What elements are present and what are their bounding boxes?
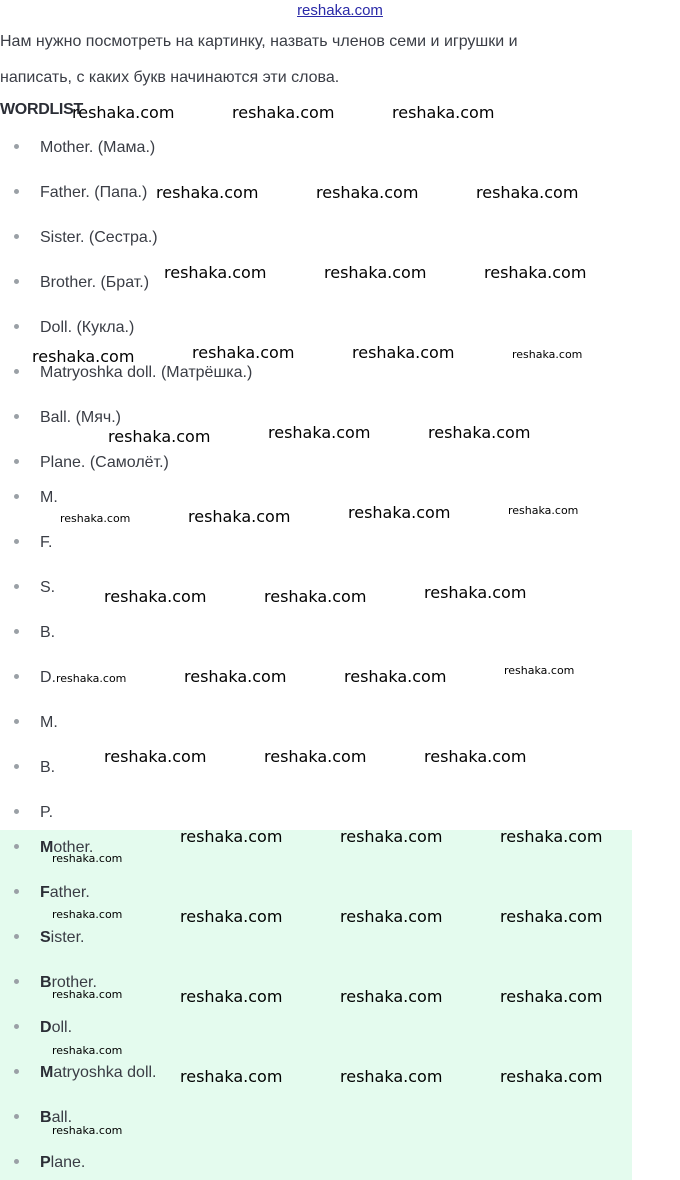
bullet-icon [14,369,19,374]
answer-initial: M [40,1064,54,1081]
bullet-icon [14,144,19,149]
watermark: reshaka.com [500,987,603,1006]
answer-initial: D [40,1019,52,1036]
list-item [14,621,55,645]
watermark: reshaka.com [316,183,419,202]
watermark: reshaka.com [476,183,579,202]
watermark: reshaka.com [52,1044,123,1057]
watermark: reshaka.com [508,504,579,517]
bullet-icon [14,279,19,284]
bullet-icon [14,584,19,589]
list-item-text: Plane. (Самолёт.) [40,454,169,471]
list-item-text: M. [40,714,58,731]
list-item [14,711,58,735]
task-description [0,24,620,96]
answer-initial: F [40,884,50,901]
list-item-text: B. [40,759,56,776]
watermark: reshaka.com [340,1067,443,1086]
bullet-icon [14,979,19,984]
list-item [14,486,58,510]
watermark: reshaka.com [500,1067,603,1086]
bullet-icon [14,844,19,849]
bullet-icon [14,1069,19,1074]
answer-rest: ather. [49,884,90,901]
watermark: reshaka.com [424,747,527,766]
bullet-icon [14,1159,19,1164]
watermark: reshaka.com [192,343,295,362]
watermark: reshaka.com [156,183,259,202]
watermark: reshaka.com [188,507,291,526]
bullet-icon [14,719,19,724]
watermark: reshaka.com [352,343,455,362]
list-item-text: D. [40,669,56,686]
list-item [14,181,147,205]
answer-initial: B [40,1109,52,1126]
list-item [14,226,158,250]
watermark: reshaka.com [340,987,443,1006]
watermark: reshaka.com [340,827,443,846]
watermark: reshaka.com [264,747,367,766]
watermark: reshaka.com [512,348,583,361]
watermark: reshaka.com [268,423,371,442]
list-item-text: F. [40,534,53,551]
watermark: reshaka.com [52,988,123,1001]
list-item-text: Father. (Папа.) [40,184,148,201]
watermark: reshaka.com [180,1067,283,1086]
list-item-text: M. [40,489,58,506]
list-item-text: Mother. (Мама.) [40,139,156,156]
answer-initial: P [40,1154,51,1171]
watermark: reshaka.com [500,827,603,846]
watermark: reshaka.com [52,908,123,921]
list-item-text: Ball. (Мяч.) [40,409,121,426]
bullet-icon [14,189,19,194]
watermark: reshaka.com [164,263,267,282]
task-description-line: Нам нужно посмотреть на картинку, назвать членов семи и игрушки и [0,33,518,50]
answer-item [14,1151,85,1175]
watermark: reshaka.com [32,347,135,366]
bullet-icon [14,1114,19,1119]
watermark: reshaka.com [344,667,447,686]
bullet-icon [14,809,19,814]
list-item-text: B. [40,624,56,641]
list-item [14,406,121,430]
bullet-icon [14,459,19,464]
watermark: reshaka.com [484,263,587,282]
bullet-icon [14,414,19,419]
answer-initial: B [40,974,52,991]
bullet-icon [14,1024,19,1029]
watermark: reshaka.com [504,664,575,677]
wordlist-heading: WORDLIST [0,101,83,118]
list-item [14,756,55,780]
list-item [14,271,149,295]
watermark: reshaka.com [180,987,283,1006]
bullet-icon [14,674,19,679]
bullet-icon [14,764,19,769]
bullet-icon [14,889,19,894]
watermark: reshaka.com [72,103,175,122]
watermark: reshaka.com [104,747,207,766]
answer-rest: rother. [51,974,97,991]
list-item [14,666,56,690]
watermark: reshaka.com [264,587,367,606]
answer-item [14,1061,157,1085]
answer-item [14,881,90,905]
watermark: reshaka.com [340,907,443,926]
watermark: reshaka.com [52,1124,123,1137]
answer-rest: all. [51,1109,73,1126]
answer-rest: lane. [50,1154,86,1171]
list-item [14,316,134,340]
watermark: reshaka.com [424,583,527,602]
answer-item [14,1016,72,1040]
list-item [14,451,169,475]
list-item [14,136,155,160]
task-description-line: написать, с каких букв начинаются эти слова. [0,69,340,86]
answer-initial: M [40,839,54,856]
watermark: reshaka.com [184,667,287,686]
watermark: reshaka.com [52,852,123,865]
watermark: reshaka.com [232,103,335,122]
watermark: reshaka.com [324,263,427,282]
watermark: reshaka.com [392,103,495,122]
site-link[interactable]: reshaka.com [297,2,383,19]
answer-rest: other. [53,839,94,856]
list-item [14,801,53,825]
watermark: reshaka.com [56,672,127,685]
bullet-icon [14,934,19,939]
answer-initial: S [40,929,51,946]
watermark: reshaka.com [348,503,451,522]
list-item-text: Brother. (Брат.) [40,274,150,291]
answer-rest: oll. [51,1019,73,1036]
answer-rest: atryoshka doll. [53,1064,157,1081]
list-item-text: Matryoshka doll. (Матрёшка.) [40,364,253,381]
answer-rest: ister. [50,929,85,946]
list-item-text: P. [40,804,54,821]
bullet-icon [14,539,19,544]
bullet-icon [14,629,19,634]
watermark: reshaka.com [180,827,283,846]
list-item [14,576,55,600]
watermark: reshaka.com [500,907,603,926]
list-item-text: Doll. (Кукла.) [40,319,135,336]
list-item [14,531,52,555]
bullet-icon [14,494,19,499]
list-item-text: Sister. (Сестра.) [40,229,158,246]
bullet-icon [14,324,19,329]
answer-item [14,926,84,950]
watermark: reshaka.com [180,907,283,926]
list-item-text: S. [40,579,56,596]
bullet-icon [14,234,19,239]
watermark: reshaka.com [104,587,207,606]
watermark: reshaka.com [428,423,531,442]
watermark: reshaka.com [60,512,131,525]
watermark: reshaka.com [108,427,211,446]
